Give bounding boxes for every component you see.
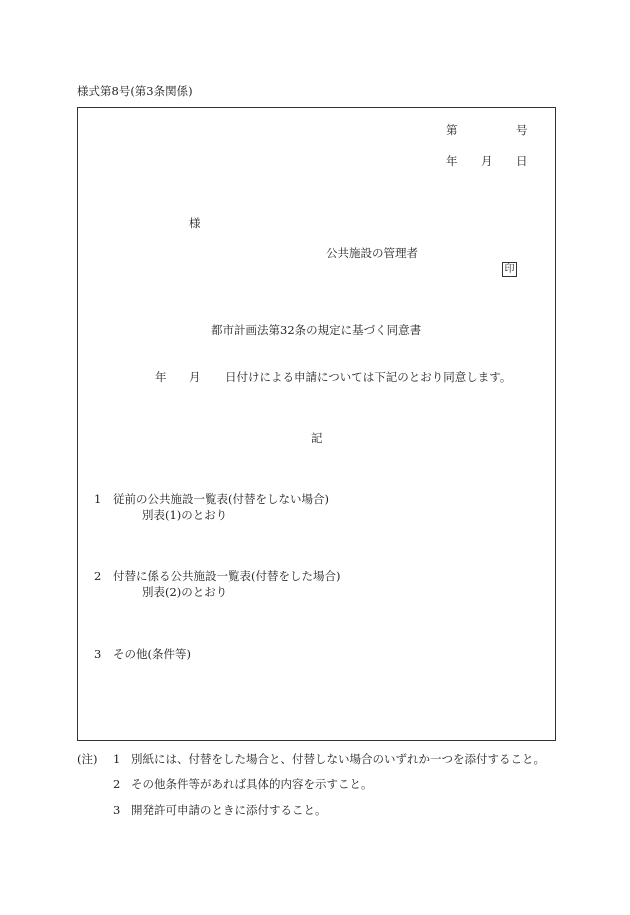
notes-label: (注) (77, 752, 98, 766)
note-3-number: 3 (113, 803, 121, 817)
note-2-number: 2 (113, 777, 121, 791)
date-day: 日 (516, 154, 528, 168)
date-year: 年 (446, 154, 458, 168)
item-1-label: 従前の公共施設一覧表(付替をしない場合) (113, 492, 329, 506)
item-3-label: その他(条件等) (113, 647, 191, 661)
issuer: 公共施設の管理者 (326, 246, 418, 260)
ki-heading: 記 (311, 431, 323, 445)
number-prefix: 第 (446, 123, 458, 137)
note-1-number: 1 (113, 752, 121, 766)
item-3-number: 3 (94, 647, 102, 661)
intro-text: 日付けによる申請については下記のとおり同意します。 (225, 370, 512, 384)
seal-mark: 印 (502, 262, 517, 277)
item-2-sub: 別表(2)のとおり (142, 585, 228, 599)
note-1-text: 別紙には、付替をした場合と、付替しない場合のいずれか一つを添付すること。 (131, 752, 545, 766)
item-2-number: 2 (94, 569, 102, 583)
note-3-text: 開発許可申請のときに添付すること。 (131, 803, 327, 817)
document-title: 都市計画法第32条の規定に基づく同意書 (211, 323, 422, 337)
item-1-number: 1 (94, 492, 102, 506)
intro-month: 月 (189, 370, 201, 384)
note-2-text: その他条件等があれば具体的内容を示すこと。 (131, 777, 373, 791)
item-1-sub: 別表(1)のとおり (142, 508, 228, 522)
item-2-label: 付替に係る公共施設一覧表(付替をした場合) (113, 569, 341, 583)
form-number: 様式第8号(第3条関係) (77, 84, 193, 98)
addressee-suffix: 様 (189, 216, 201, 230)
intro-year: 年 (155, 370, 167, 384)
form-frame (77, 107, 556, 741)
number-suffix: 号 (516, 123, 528, 137)
date-month: 月 (481, 154, 493, 168)
